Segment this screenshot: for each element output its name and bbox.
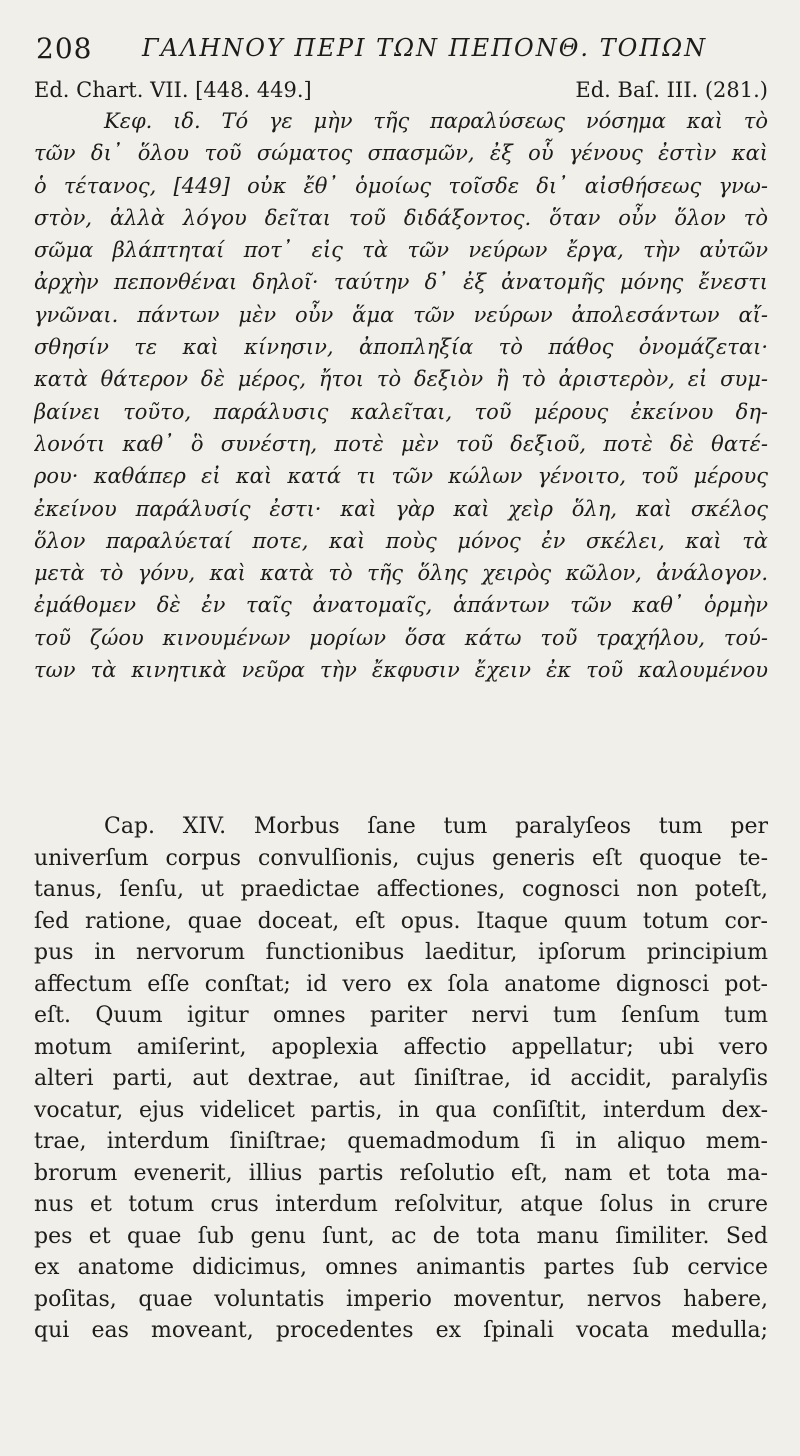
greek-line: τῶν δι᾽ ὅλου τοῦ σώματος σπασμῶν, ἐξ οὗ γένους ἐστὶν καὶ — [34, 141, 768, 166]
greek-line: βαίνει τοῦτο, παράλυσις καλεῖται, τοῦ μέρους ἐκείνου δη- — [34, 399, 768, 424]
latin-line: pus in nervorum functionibus laeditur, ipſorum principium — [34, 940, 768, 965]
greek-line: ὁ τέτανος, [449] οὐκ ἔθ᾽ ὁμοίως τοῖσδε δι᾽ αἰσθήσεως γνω- — [34, 173, 768, 198]
greek-line: Κεφ. ιδ. Τό γε μὴν τῆς παραλύσεως νόσημα καὶ τὸ — [104, 109, 768, 133]
latin-line: brorum evenerit, illius partis reſolutio eſt, nam et tota ma- — [34, 1160, 768, 1186]
page-number: 208 — [36, 32, 93, 65]
greek-line: μετὰ τὸ γόνυ, καὶ κατὰ τὸ τῆς ὅλης χειρὸς κῶλον, ἀνάλογον. — [34, 561, 768, 586]
latin-line: motum amiſerint, apoplexia affectio appellatur; ubi vero — [34, 1034, 768, 1060]
latin-line: Cap. XIV. Morbus ſane tum paralyſeos tum per — [104, 814, 768, 839]
latin-line: univerſum corpus convulſionis, cujus generis eſt quoque te- — [34, 845, 768, 871]
latin-line: tanus, ſenſu, ut praedictae affectiones, cognosci non poteſt, — [34, 877, 768, 902]
greek-line: γνῶναι. πάντων μὲν οὖν ἅμα τῶν νεύρων ἀπολεσάντων αἴ- — [34, 302, 768, 327]
latin-line: poſitas, quae voluntatis imperio moventur, nervos habere, — [34, 1286, 768, 1312]
greek-line: σθησίν τε καὶ κίνησιν, ἀποπληξία τὸ πάθος ὀνομάζεται· — [34, 335, 768, 360]
latin-line: pes et quae ſub genu ſunt, ac de tota manu ſimiliter. Sed — [34, 1223, 768, 1249]
latin-line: qui eas moveant, procedentes ex ſpinali vocata medulla; — [34, 1318, 768, 1343]
latin-line: ex anatome didicimus, omnes animantis partes ſub cervice — [34, 1255, 768, 1280]
latin-line: ſed ratione, quae doceat, eſt opus. Itaque quum totum cor- — [34, 908, 768, 934]
greek-line: ἐκείνου παράλυσίς ἐστι· καὶ γὰρ καὶ χεὶρ ὅλη, καὶ σκέλος — [34, 496, 768, 521]
greek-text-block — [34, 105, 768, 686]
greek-line: τοῦ ζώου κινουμένων μορίων ὅσα κάτω τοῦ τραχήλου, τού- — [34, 625, 768, 650]
greek-line: ὅλον παραλύεταί ποτε, καὶ ποὺς μόνος ἐν σκέλει, καὶ τὰ — [34, 528, 768, 553]
latin-line: alteri parti, aut dextrae, aut ſiniſtrae, id accidit, paralyſis — [34, 1066, 768, 1091]
edition-references — [34, 78, 768, 108]
running-title: ΓΑΛΗΝΟΥ ΠΕΡΙ ΤΩΝ ΠΕΠΟΝΘ. ΤΟΠΩΝ — [142, 34, 708, 62]
latin-line: trae, interdum ſiniſtrae; quemadmodum ſi in aliquo mem- — [34, 1129, 768, 1154]
latin-line: nus et totum crus interdum reſolvitur, atque ſolus in crure — [34, 1192, 768, 1217]
greek-line: ρου· καθάπερ εἰ καὶ κατά τι τῶν κώλων γένοιτο, τοῦ μέρους — [34, 464, 768, 489]
greek-line: των τὰ κινητικὰ νεῦρα τὴν ἔκφυσιν ἔχειν ἐκ τοῦ καλουμένου — [34, 658, 768, 683]
greek-line: ἀρχὴν πεπονθέναι δηλοῖ· ταύτην δ᾽ ἐξ ἀνατομῆς μόνης ἔνεστι — [34, 270, 768, 295]
latin-line: eſt. Quum igitur omnes pariter nervi tum ſenſum tum — [34, 1003, 768, 1028]
edition-basel-ref: Ed. Baſ. III. (281.) — [575, 78, 768, 102]
latin-line: vocatur, ejus videlicet partis, in qua conſiſtit, interdum dex- — [34, 1097, 768, 1123]
latin-text-block — [34, 811, 768, 1347]
greek-line: στὸν, ἀλλὰ λόγου δεῖται τοῦ διδάξοντος. ὅταν οὖν ὅλον τὸ — [34, 205, 768, 230]
latin-line: affectum eſſe conſtat; id vero ex ſola anatome dignosci pot- — [34, 971, 768, 997]
greek-line: λονότι καθ᾽ ὃ συνέστη, ποτὲ μὲν τοῦ δεξιοῦ, ποτὲ δὲ θατέ- — [34, 431, 768, 456]
greek-line: σῶμα βλάπτηταί ποτ᾽ εἰς τὰ τῶν νεύρων ἔργα, τὴν αὐτῶν — [34, 238, 768, 263]
running-head — [36, 30, 776, 70]
edition-chartier-ref: Ed. Chart. VII. [448. 449.] — [34, 78, 312, 102]
greek-line: κατὰ θάτερον δὲ μέρος, ἤτοι τὸ δεξιὸν ἢ τὸ ἀριστερὸν, εἰ συμ- — [34, 367, 768, 392]
greek-line: ἐμάθομεν δὲ ἐν ταῖς ἀνατομαῖς, ἁπάντων τῶν καθ᾽ ὁρμὴν — [34, 593, 768, 618]
